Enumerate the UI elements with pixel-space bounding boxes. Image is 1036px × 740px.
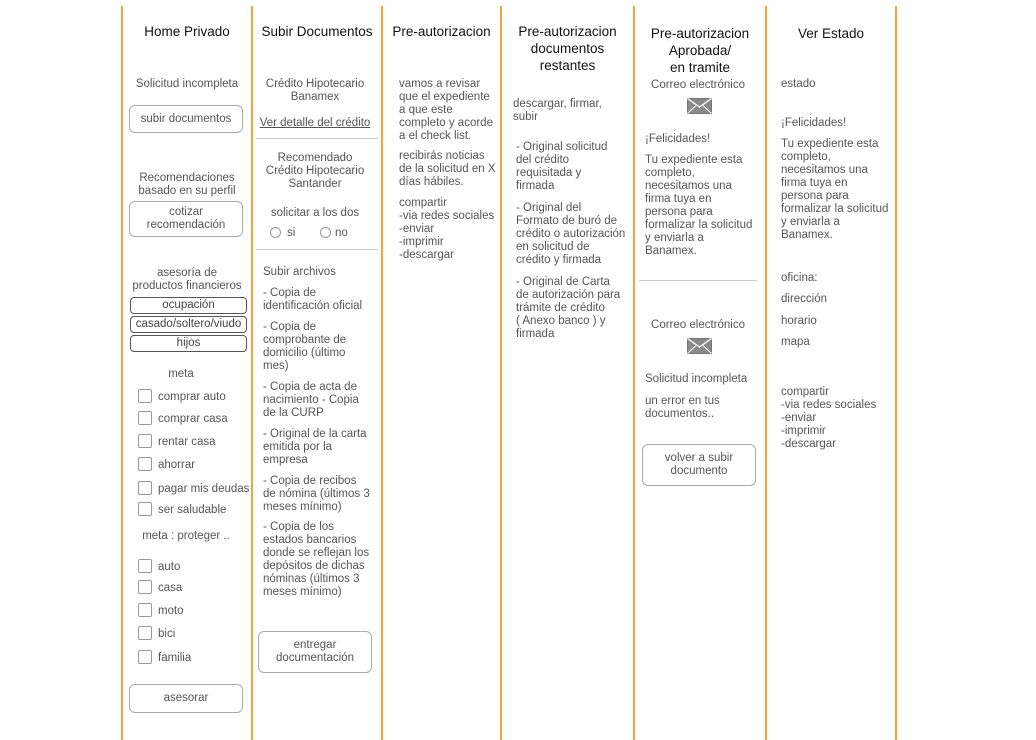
status-message: formalizar la solicitud: [781, 203, 889, 215]
required-document: - Original de la carta: [263, 428, 367, 440]
goal-checkbox[interactable]: [138, 481, 152, 495]
status-message: y enviarla a: [781, 216, 840, 228]
error-message: documentos..: [645, 408, 715, 420]
approved-column: [635, 0, 765, 740]
status-column: [767, 0, 895, 740]
required-document: domicilio (último: [263, 347, 346, 359]
status-message: Tu expediente esta: [781, 138, 879, 150]
share-option[interactable]: -via redes sociales: [781, 399, 877, 411]
page-title: en tramite: [669, 60, 731, 75]
page-title: Aprobada/: [668, 43, 732, 58]
approval-message: completo,: [645, 167, 695, 179]
quote-recommendation-button[interactable]: [129, 201, 243, 237]
remaining-document: del crédito: [516, 154, 570, 166]
protect-option-label: familia: [158, 652, 192, 664]
status-label: estado: [781, 78, 816, 90]
protect-checkbox[interactable]: [138, 650, 152, 664]
office-hours: horario: [781, 315, 817, 327]
required-document: de nómina (últimos 3: [263, 488, 370, 500]
goal-checkbox[interactable]: [138, 411, 152, 425]
recommendations-label: basado en su perfil: [138, 185, 236, 197]
request-both-label: solicitar a los dos: [270, 207, 360, 219]
required-document: mes): [263, 360, 289, 372]
reupload-document-button[interactable]: [642, 444, 756, 486]
goal-label: meta: [168, 368, 194, 380]
recommendations-label: Recomendaciones: [139, 172, 235, 184]
column-divider: [895, 6, 897, 740]
remaining-document: trámite de crédito: [516, 302, 605, 314]
remaining-document: - Original solicitud: [516, 141, 608, 153]
page-title: Home Privado: [144, 24, 230, 39]
divider: [256, 138, 378, 139]
remaining-document: Formato de buró de: [516, 215, 618, 227]
protect-option-label: casa: [158, 582, 183, 594]
marital-status-field[interactable]: casado/soltero/viudo: [130, 316, 247, 333]
page-title: documentos: [530, 41, 605, 56]
page-title: Pre-autorizacion: [392, 24, 491, 39]
required-document: emitida por la: [263, 441, 333, 453]
goal-option-label: comprar auto: [158, 391, 226, 403]
approval-message: Banamex.: [645, 245, 697, 257]
radio-yes[interactable]: [270, 227, 281, 238]
goal-checkbox[interactable]: [138, 389, 152, 403]
share-option[interactable]: -enviar: [781, 412, 817, 424]
incomplete-status: Solicitud incompleta: [645, 373, 748, 385]
remaining-docs-column: [502, 0, 633, 740]
protect-option-label: auto: [158, 561, 181, 573]
deliver-documents-button[interactable]: [258, 631, 372, 673]
required-document: meses mínimo): [263, 501, 342, 513]
share-label: compartir: [781, 386, 829, 398]
share-option[interactable]: -descargar: [781, 438, 836, 450]
button-label: volver a subir: [664, 452, 734, 464]
advice-label: productos financieros: [132, 280, 242, 292]
page-title: Pre-autorizacion: [650, 26, 750, 41]
upload-column: [253, 0, 381, 740]
button-label: recomendación: [146, 219, 226, 231]
approval-message: persona para: [645, 206, 713, 218]
instructions-text: descargar, firmar,: [513, 98, 602, 110]
share-option[interactable]: -descargar: [399, 249, 454, 261]
required-document: depósitos de dichas: [263, 560, 365, 572]
goal-checkbox[interactable]: [138, 502, 152, 516]
share-option[interactable]: -via redes sociales: [399, 210, 495, 222]
button-label: documento: [670, 465, 728, 477]
status-message: completo,: [781, 151, 831, 163]
approval-message: y enviarla a: [645, 232, 704, 244]
status-text: Solicitud incompleta: [135, 78, 239, 90]
office-map[interactable]: mapa: [781, 336, 810, 348]
share-option[interactable]: -imprimir: [399, 236, 444, 248]
status-message: necesitamos una: [781, 164, 868, 176]
required-document: comprobante de: [263, 334, 347, 346]
office-label: oficina:: [781, 272, 818, 284]
status-message: firma tuya en: [781, 177, 848, 189]
required-document: meses mínimo): [263, 586, 342, 598]
credit-detail-link[interactable]: Ver detalle del crédito: [259, 117, 371, 129]
preauth-column: [383, 0, 500, 740]
required-document: nóminas (últimos 3: [263, 573, 360, 585]
required-document: - Copia de acta de: [263, 381, 357, 393]
required-document: - Copia de: [263, 321, 317, 333]
goal-option-label: ahorrar: [158, 459, 196, 471]
upload-documents-button[interactable]: subir documentos: [129, 105, 243, 133]
required-document: - Copia de: [263, 287, 317, 299]
required-document: estados bancarios: [263, 534, 357, 546]
recommended-credit: Santander: [288, 178, 342, 190]
review-text: que el expediente: [399, 91, 490, 103]
protect-label: meta : proteger ..: [142, 530, 230, 542]
remaining-document: firmada: [516, 328, 555, 340]
required-document: empresa: [263, 454, 308, 466]
goal-option-label: comprar casa: [158, 413, 228, 425]
protect-checkbox[interactable]: [138, 626, 152, 640]
review-text: a que este: [399, 104, 453, 116]
button-label: documentación: [276, 652, 354, 664]
notice-text: de la solicitud en X: [399, 163, 496, 175]
protect-checkbox[interactable]: [138, 559, 152, 573]
required-document: nacimiento - Copia: [263, 394, 359, 406]
required-document: - Copia de los: [263, 521, 334, 533]
notice-text: días hábiles.: [399, 176, 464, 188]
page-title: Ver Estado: [797, 26, 865, 41]
office-address: dirección: [781, 293, 828, 305]
remaining-document: crédito y firmada: [516, 254, 602, 266]
notice-text: recibirás noticias: [399, 150, 485, 162]
required-document: de la CURP: [263, 407, 324, 419]
error-message: un error en tus: [645, 395, 720, 407]
divider: [256, 249, 378, 250]
remaining-document: de autorización para: [516, 289, 621, 301]
review-text: vamos a revisar: [399, 78, 481, 90]
upload-files-label: Subir archivos: [263, 266, 336, 278]
credit-name: Banamex: [290, 91, 340, 103]
remaining-document: firmada: [516, 180, 555, 192]
approval-message: Tu expediente esta: [645, 154, 743, 166]
instructions-text: subir: [513, 111, 538, 123]
remaining-document: - Original del: [516, 202, 582, 214]
remaining-document: crédito o autorización: [516, 228, 626, 240]
remaining-document: ( Anexo banco ) y: [516, 315, 606, 327]
protect-checkbox[interactable]: [138, 580, 152, 594]
mail-icon: [687, 98, 712, 114]
protect-checkbox[interactable]: [138, 603, 152, 617]
credit-name: Crédito Hipotecario: [265, 78, 365, 90]
divider: [639, 280, 757, 281]
congrats-text: ¡Felicidades!: [645, 133, 711, 145]
advise-button[interactable]: asesorar: [129, 684, 243, 713]
status-message: Banamex.: [781, 229, 833, 241]
status-message: persona para: [781, 190, 849, 202]
goal-checkbox[interactable]: [138, 434, 152, 448]
recommended-credit: Crédito Hipotecario: [265, 165, 365, 177]
review-text: a el check list.: [399, 130, 472, 142]
goal-option-label: ser saludable: [158, 504, 227, 516]
button-label: cotizar: [169, 206, 203, 218]
approval-message: firma tuya en: [645, 193, 712, 205]
protect-option-label: bici: [158, 628, 176, 640]
required-document: identificación oficial: [263, 300, 363, 312]
protect-option-label: moto: [158, 605, 184, 617]
goal-checkbox[interactable]: [138, 457, 152, 471]
share-option[interactable]: -imprimir: [781, 425, 826, 437]
radio-no-label: no: [335, 227, 348, 239]
review-text: completo y acorde: [399, 117, 493, 129]
congrats-text: ¡Felicidades!: [781, 117, 847, 129]
children-field[interactable]: hijos: [130, 335, 247, 352]
approval-message: formalizar la solicitud: [645, 219, 753, 231]
occupation-field[interactable]: ocupación: [130, 297, 247, 314]
email-label: Correo electrónico: [651, 79, 745, 91]
required-document: - Copia de recibos: [263, 475, 357, 487]
recommended-credit: Recomendado: [277, 152, 353, 164]
button-label: entregar: [293, 639, 337, 651]
home-column: [123, 0, 251, 740]
approval-message: necesitamos una: [645, 180, 732, 192]
advice-label: asesoría de: [156, 267, 218, 279]
remaining-document: - Original de Carta: [516, 276, 610, 288]
radio-yes-label: si: [287, 227, 296, 239]
share-label: compartir: [399, 197, 447, 209]
page-title: restantes: [539, 58, 596, 73]
page-title: Subir Documentos: [261, 24, 373, 39]
email-label: Correo electrónico: [651, 319, 745, 331]
required-document: donde se reflejan los: [263, 547, 370, 559]
goal-option-label: pagar mis deudas: [158, 483, 250, 495]
remaining-document: requisitada y: [516, 167, 582, 179]
radio-no[interactable]: [320, 227, 331, 238]
mail-icon: [687, 338, 712, 354]
goal-option-label: rentar casa: [158, 436, 216, 448]
remaining-document: en solicitud de: [516, 241, 590, 253]
share-option[interactable]: -enviar: [399, 223, 435, 235]
page-title: Pre-autorizacion: [518, 24, 617, 39]
